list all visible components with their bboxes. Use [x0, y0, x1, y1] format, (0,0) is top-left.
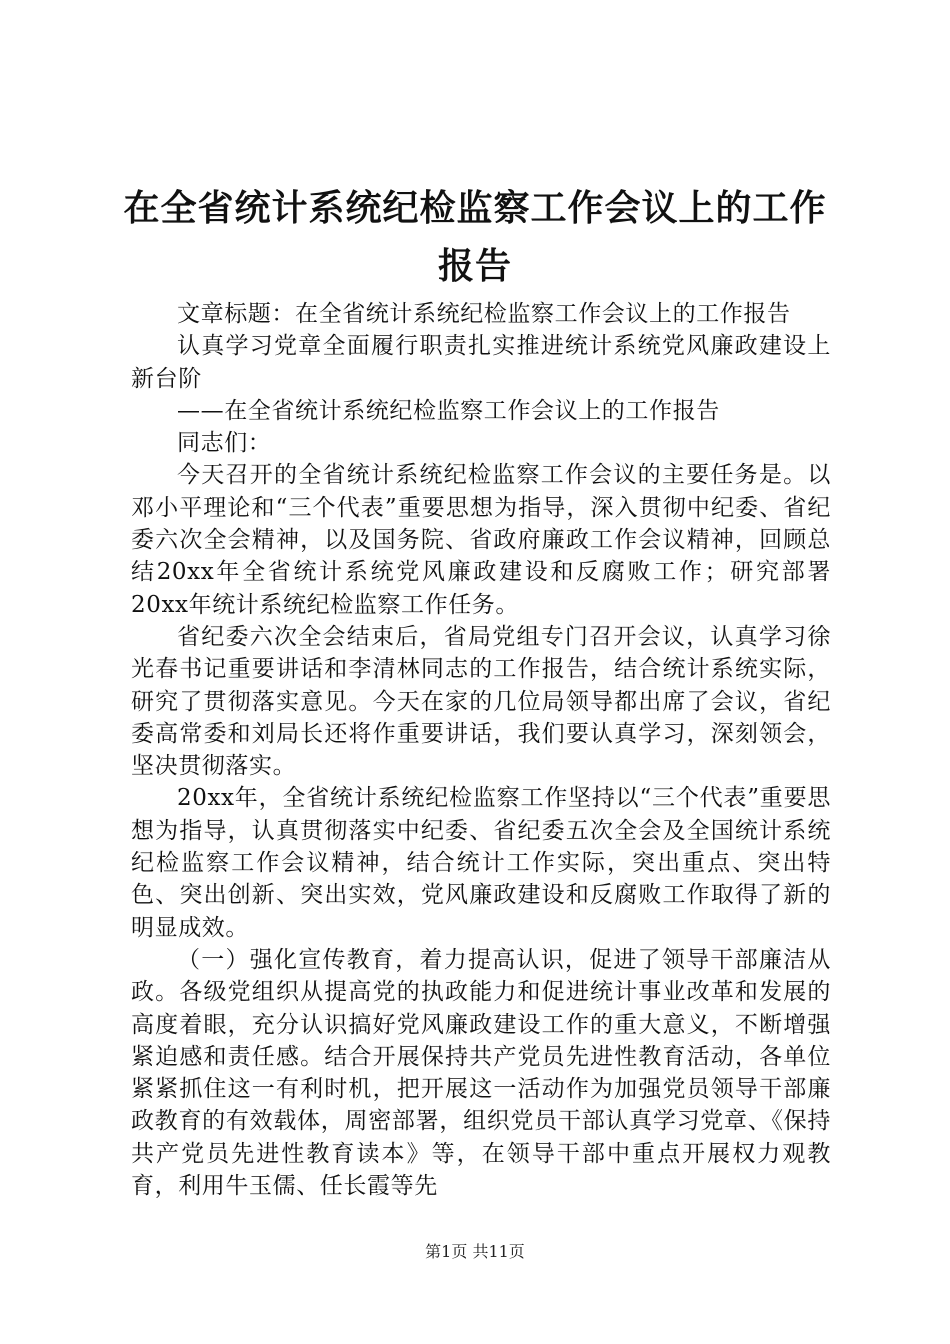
- paragraph-salutation: 同志们：: [177, 430, 272, 457]
- paragraph-article-title: 文章标题：在全省统计系统纪检监察工作会议上的工作报告: [177, 301, 791, 327]
- page-footer: 第1页 共11页: [425, 1242, 525, 1261]
- document-body: [131, 298, 831, 1202]
- paragraph-body: （一）强化宣传教育，着力提高认识，促进了领导干部廉洁从政。各级党组织从提高党的执政能力和促进统计事业改革和发展的高度着眼，充分认识搞好党风廉政建设工作的重大意义，不断增强紧迫感和责任感。结合开展保持共产党员先进性教育活动，各单位紧紧抓住这一有利时机，把开展这一活动作为加强党员领导干部廉政教育的有效载体，周密部署，组织党员干部认真学习党章、《保持共产党员先进性教育读本》等，在领导干部中重点开展权力观教育，利用牛玉儒、任长霞等先: [131, 946, 831, 1200]
- paragraph-subtitle: 认真学习党章全面履行职责扎实推进统计系统党风廉政建设上新台阶: [131, 333, 831, 392]
- document-title: 在全省统计系统纪检监察工作会议上的工作报告: [123, 188, 827, 287]
- paragraph-report-heading: ——在全省统计系统纪检监察工作会议上的工作报告: [177, 397, 720, 424]
- paragraph-body: 省纪委六次全会结束后，省局党组专门召开会议，认真学习徐光春书记重要讲话和李清林同志的工作报告，结合统计系统实际，研究了贯彻落实意见。今天在家的几位局领导都出席了会议，省纪委高常委和刘局长还将作重要讲话，我们要认真学习，深刻领会，坚决贯彻落实。: [131, 623, 831, 780]
- paragraph-body: 20xx年，全省统计系统纪检监察工作坚持以“三个代表”重要思想为指导，认真贯彻落实中纪委、省纪委五次全会及全国统计系统纪检监察工作会议精神，结合统计工作实际，突出重点、突出特色、突出创新、突出实效，党风廉政建设和反腐败工作取得了新的明显成效。: [131, 785, 831, 941]
- paragraph-body: 今天召开的全省统计系统纪检监察工作会议的主要任务是。以邓小平理论和“三个代表”重要思想为指导，深入贯彻中纪委、省纪委六次全会精神，以及国务院、省政府廉政工作会议精神，回顾总结20xx年全省统计系统党风廉政建设和反腐败工作；研究部署20xx年统计系统纪检监察工作任务。: [131, 462, 831, 618]
